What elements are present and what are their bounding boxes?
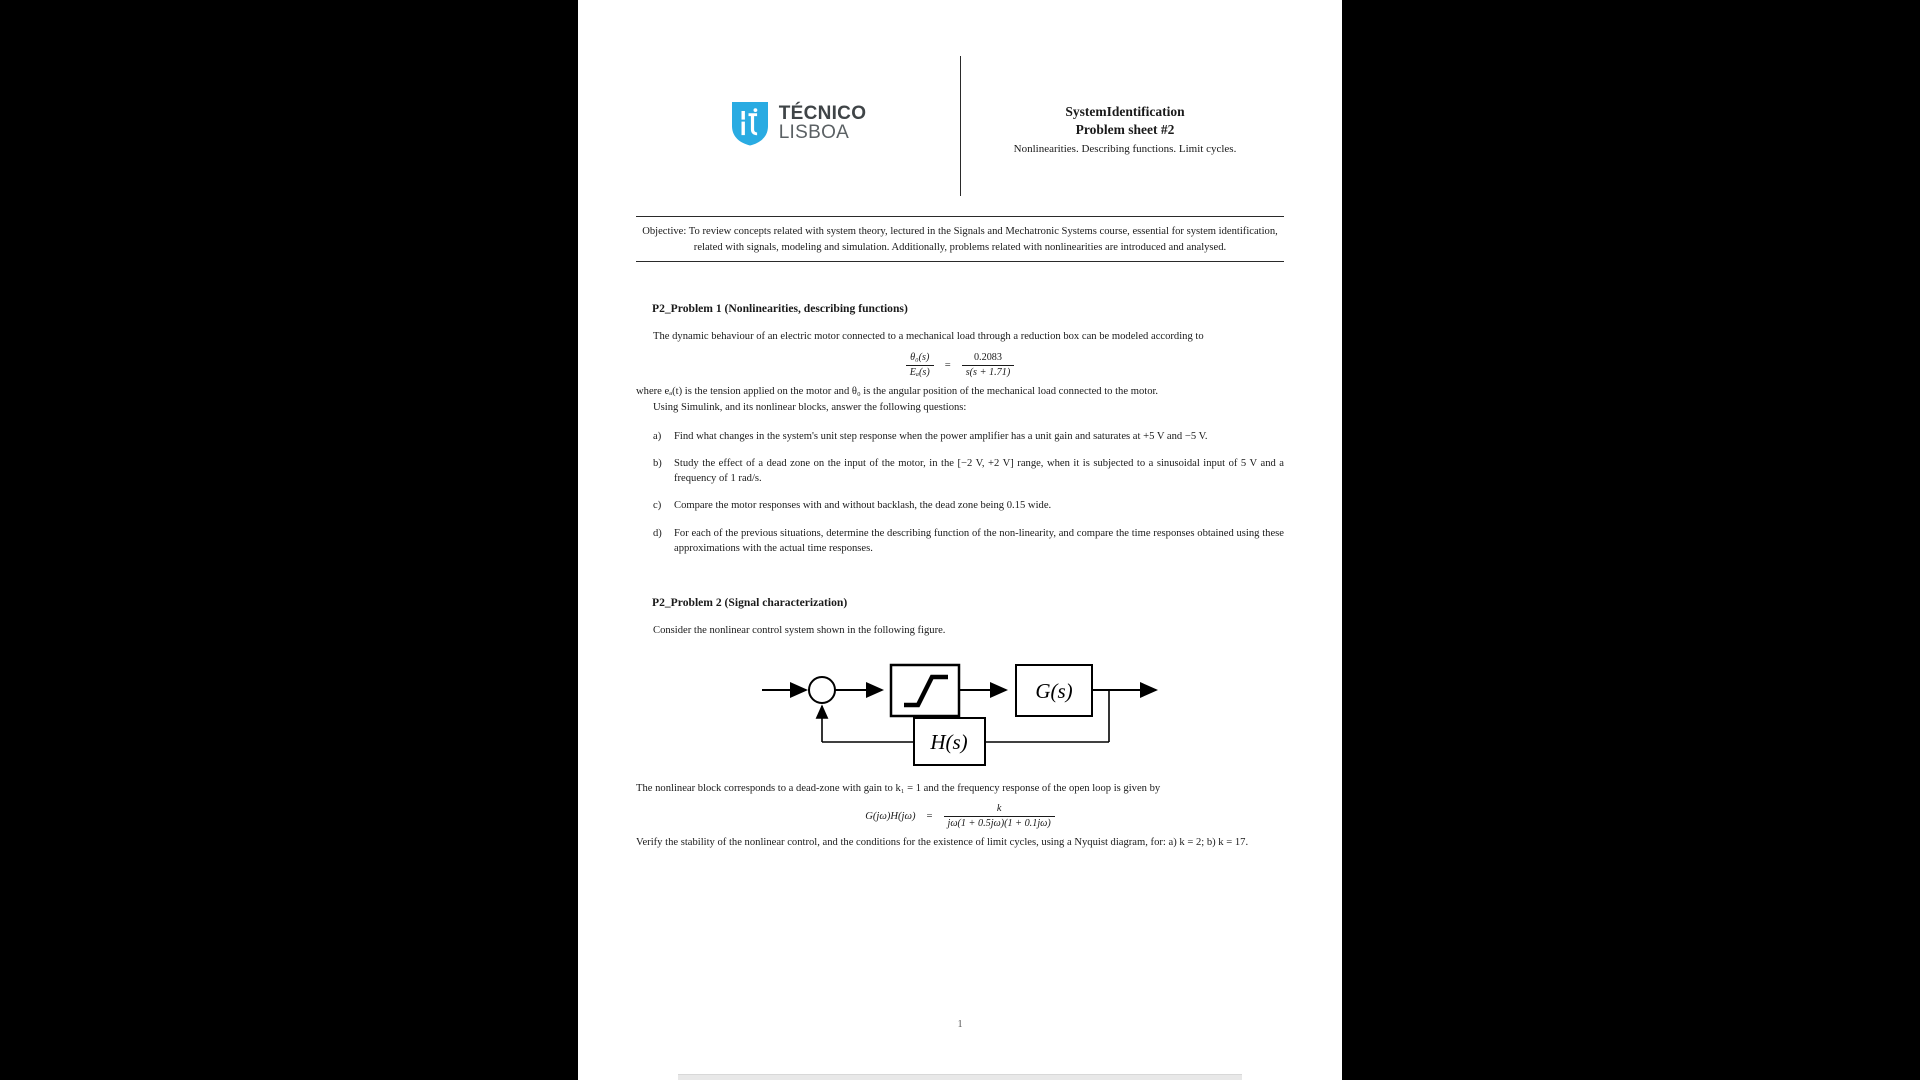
list-item <box>636 457 1284 486</box>
list-item-marker: a) <box>653 430 662 442</box>
problem-1-after-equation: where eₐ(t) is the tension applied on the motor and θ₀ is the angular position of the mechanical load connected to the motor. <box>636 385 1159 397</box>
equation-relation: = <box>944 359 951 371</box>
title-cell <box>960 56 1284 156</box>
equation-2-rhs-fraction <box>944 803 1055 830</box>
problem-2-heading: P2_Problem 2 (Signal characterization) <box>652 596 848 610</box>
equation-2-rhs-numerator: k <box>996 803 1002 815</box>
list-item-text: Study the effect of a dead zone on the input of the motor, in the [−2 V, +2 V] range, when it is subjected to a sinusoidal input of 5 V and a frequency of 1 rad/s. <box>674 458 1284 484</box>
next-page-edge <box>678 1074 1242 1080</box>
document-subtitle: Nonlinearities. Describing functions. Limit cycles. <box>1013 142 1237 155</box>
list-item <box>636 499 1284 514</box>
equation-rhs-numerator: 0.2083 <box>973 351 1002 363</box>
list-item-text: For each of the previous situations, determine the describing function of the non-linearity, and compare the time responses obtained using these approximations with the actual time responses. <box>674 528 1284 554</box>
document-page <box>578 0 1342 1080</box>
nonlinear-control-loop-block-diagram <box>636 657 1284 767</box>
problem-2-equation <box>636 803 1284 830</box>
list-item <box>636 527 1284 556</box>
summing-junction <box>809 677 835 703</box>
equation-lhs-fraction <box>906 352 934 379</box>
tecnico-lisboa-logo <box>730 100 867 147</box>
logo-wordmark <box>779 105 867 141</box>
problem-2-intro: Consider the nonlinear control system shown in the following figure. <box>653 625 946 637</box>
problem-1-equation <box>636 352 1284 379</box>
page-number: 1 <box>957 1019 963 1030</box>
problem-1-intro: The dynamic behaviour of an electric motor connected to a mechanical load through a reduction box can be modeled according to <box>653 331 1204 343</box>
document-title-line-2: Problem sheet #2 <box>1075 121 1175 137</box>
document-header <box>636 56 1284 174</box>
problem-2-after-figure: The nonlinear block corresponds to a dead-zone with gain to k₁ = 1 and the frequency response of the open loop is given by <box>636 782 1161 794</box>
objective-box: Objective: To review concepts related with system theory, lectured in the Signals and Mechatronic Systems course, essential for system identification, related with signals, modeling and simulation. Additionally, problems related with nonlinearities are introduced and analysed. <box>636 216 1284 262</box>
feedback-block-label: H(s) <box>930 729 968 754</box>
equation-2-lhs: G(jω)H(jω) <box>865 811 916 823</box>
list-item-text: Find what changes in the system's unit step response when the power amplifier has a unit gain and saturates at +5 V and −5 V. <box>674 430 1208 442</box>
equation-lhs-denominator: Eₐ(s) <box>906 365 934 379</box>
equation-2-rhs-denominator: jω(1 + 0.5jω)(1 + 0.1jω) <box>944 816 1055 830</box>
list-item-marker: c) <box>653 500 662 512</box>
list-item-marker: d) <box>653 528 662 540</box>
list-item-marker: b) <box>653 458 662 470</box>
shield-icon <box>730 100 770 147</box>
list-item <box>636 430 1284 445</box>
logo-line-lisboa: LISBOA <box>778 121 850 143</box>
logo-cell <box>636 56 960 147</box>
block-diagram-svg <box>760 657 1160 767</box>
problem-1-item-list <box>636 430 1284 557</box>
problem-1-instruction: Using Simulink, and its nonlinear blocks, answer the following questions: <box>653 402 967 414</box>
equation-lhs-numerator: θ₀(s) <box>910 351 930 363</box>
problem-1-heading: P2_Problem 1 (Nonlinearities, describing functions) <box>652 302 908 316</box>
logo-line-tecnico: TÉCNICO <box>778 103 867 125</box>
list-item-text: Compare the motor responses with and without backlash, the dead zone being 0.15 wide. <box>674 500 1052 512</box>
plant-block-label: G(s) <box>1035 678 1073 703</box>
problem-2-closing: Verify the stability of the nonlinear control, and the conditions for the existence of limit cycles, using a Nyquist diagram, for: a) k = 2; b) k = 17. <box>636 837 1249 849</box>
page-content <box>578 0 1342 851</box>
equation-2-relation: = <box>926 811 933 823</box>
header-vertical-rule <box>960 56 961 196</box>
equation-rhs-fraction <box>962 352 1015 379</box>
document-title-line-1: SystemIdentification <box>1065 104 1185 119</box>
equation-rhs-denominator: s(s + 1.71) <box>962 365 1015 379</box>
